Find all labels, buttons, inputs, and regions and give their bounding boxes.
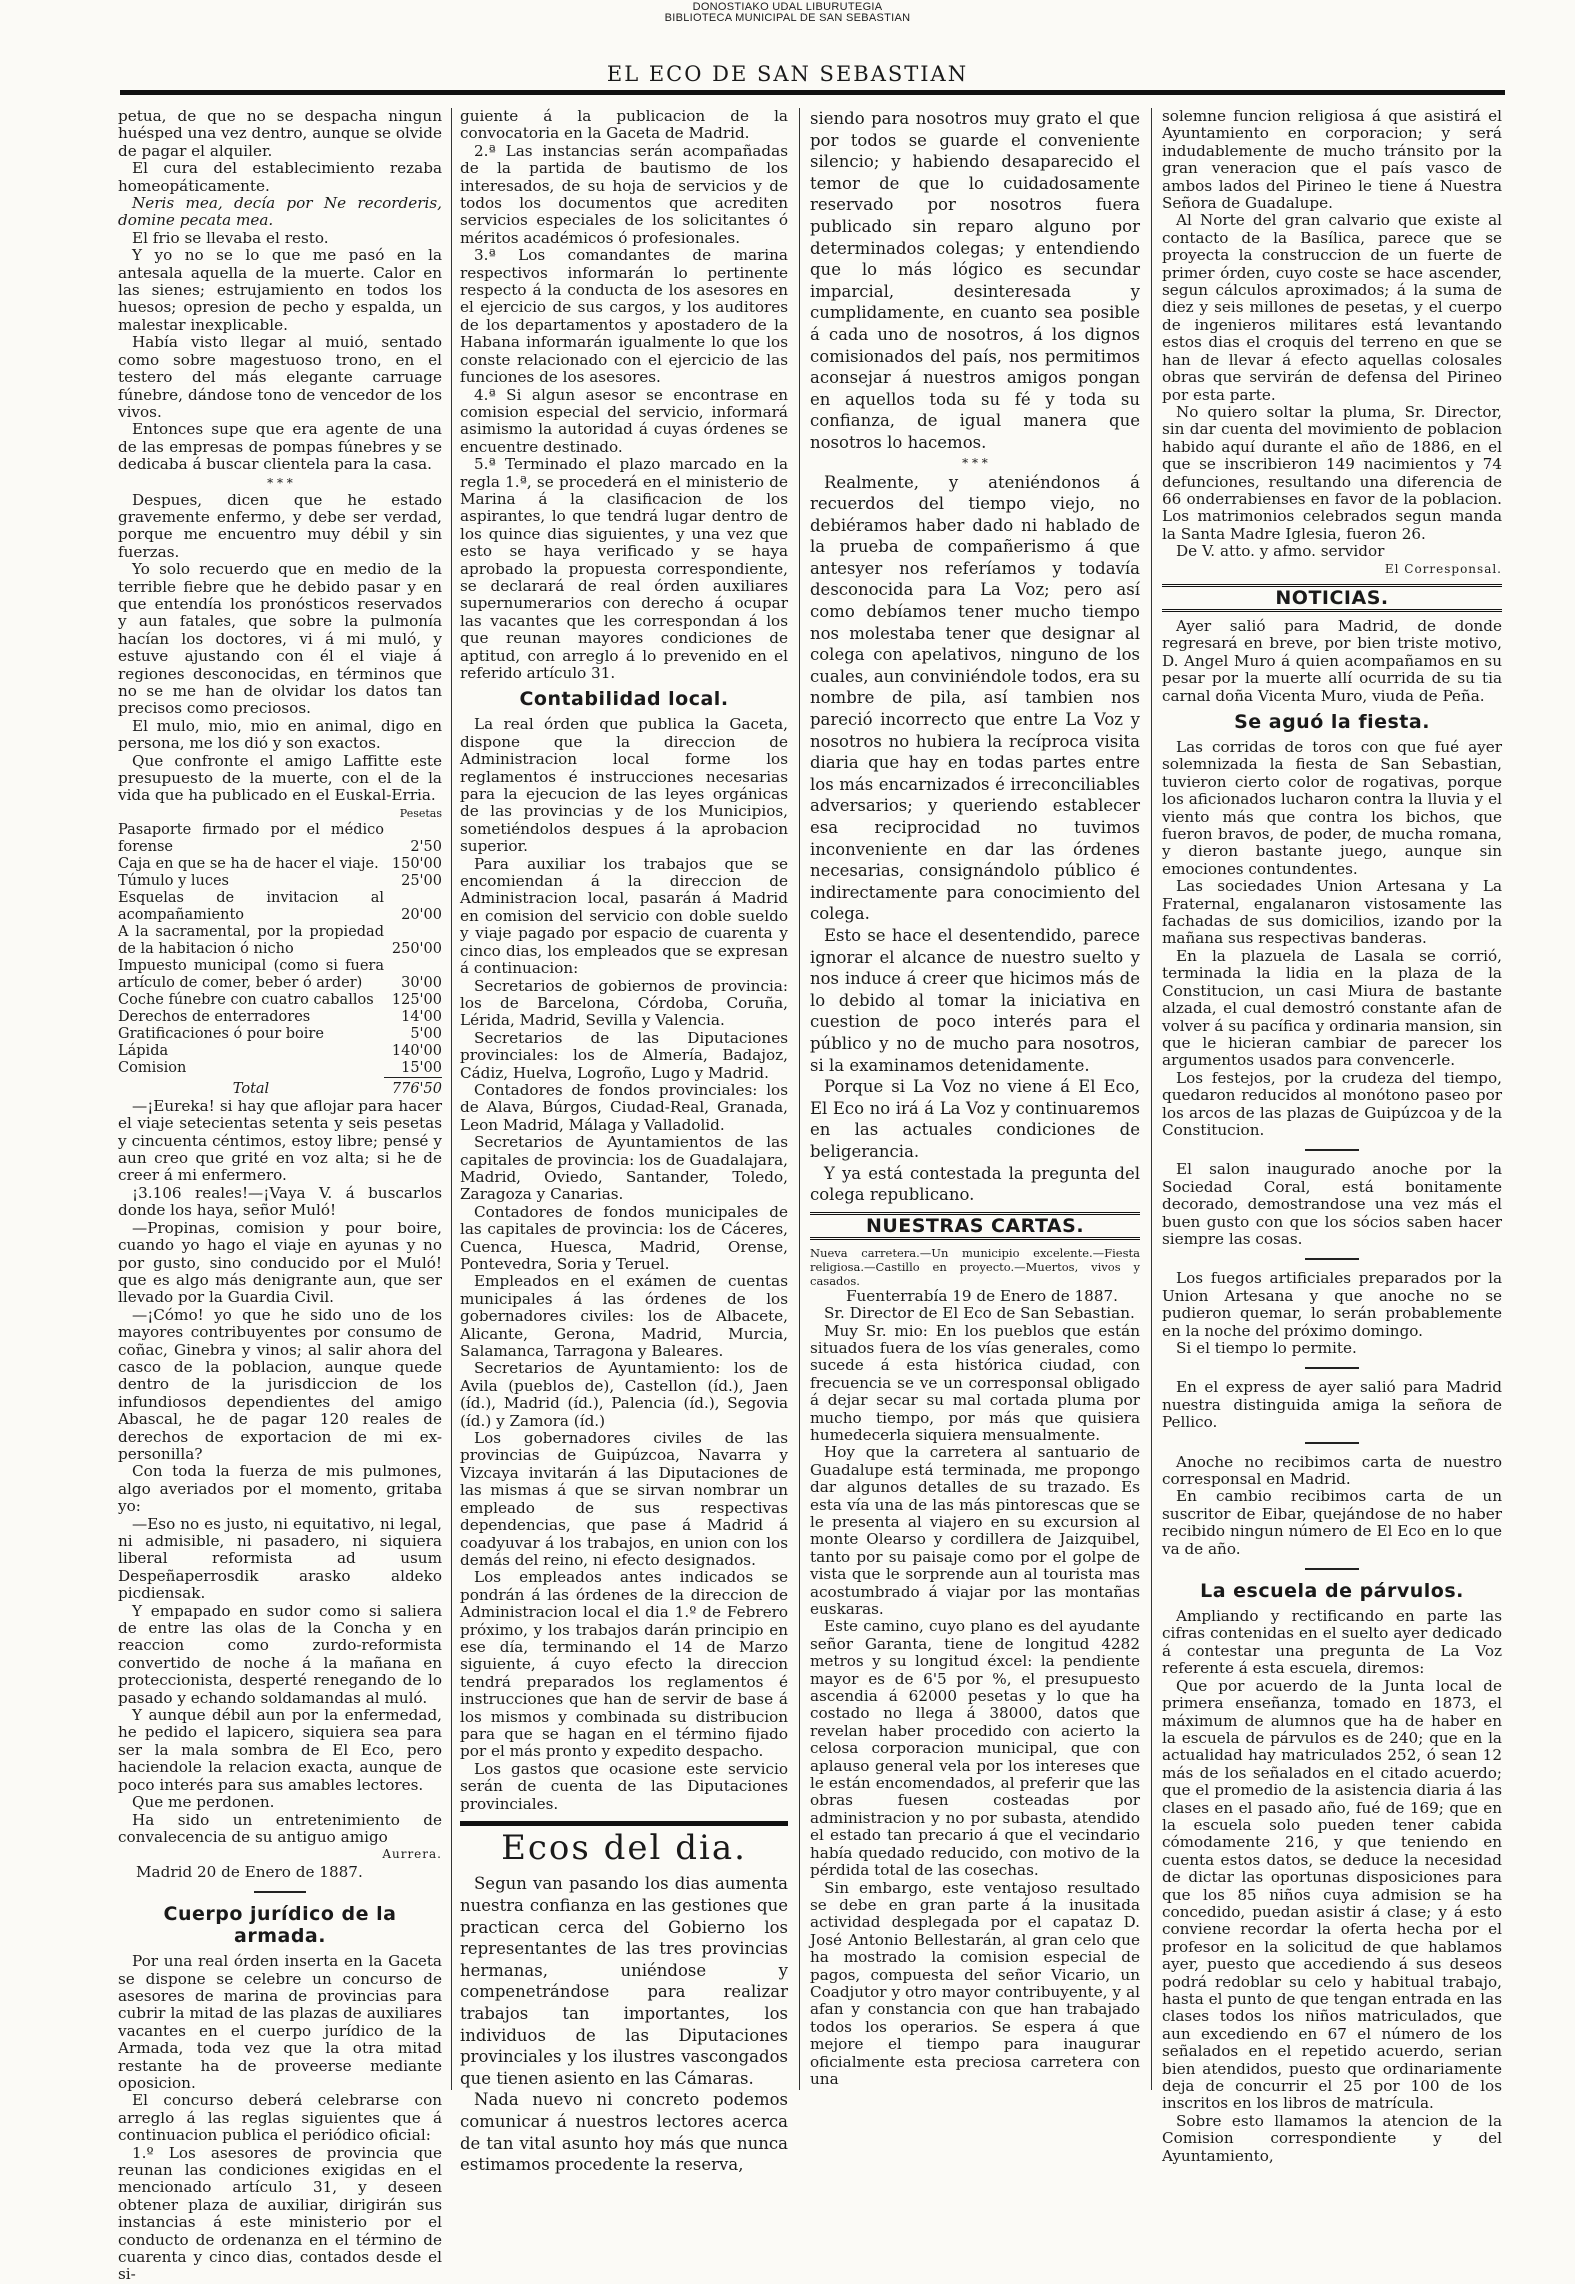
paragraph: Los festejos, por la crudeza del tiempo, quedaron reducidos al monótono paseo por los arcos de las plazas de Guipúzcoa y de la Constitucion.: [1162, 1068, 1502, 1139]
paragraph: Segun van pasando los dias aumenta nuestra confianza en las gestiones que practican cerca del Gobierno los representantes de las tres provincias hermanas, uniéndose y compenetrándose para realizar trabajos tan importantes, los individuos de las Diputaciones provinciales y los ilustres vascongados que tienen asiento en las Cámaras.: [460, 1874, 788, 2088]
paragraph: No quiero soltar la pluma, Sr. Director, sin dar cuenta del movimiento de poblacion habido aquí durante el año de 1886, en el que se inscribieron 149 nacimientos y 74 defunciones, resultando una diferencia de 66 onderrabienses en favor de la poblacion. Los matrimonios celebrados segun manda la Santa Madre Iglesia, fueron 26.: [1162, 402, 1502, 543]
paragraph: El frio se llevaba el resto.: [132, 228, 329, 247]
paragraph: Que por acuerdo de la Junta local de primera enseñanza, tomado en 1873, el máximum de alumnos que ha de haber en la escuela de párvulos es de 240; que en la actualidad hay matriculados 252, ó sean 12 más de los señalados en el citado acuerdo; que el promedio de la asistencia diaria á las clases en el pasado año, fué de 169; que en la escuela solo pueden tener cabida cómodamente 216, y que teniendo en cuenta estos datos, se deduce la necesidad de dictar las oportunas disposiciones para que los 85 niños cuya admision se ha concedido, puedan asistir á clase; y á esto conviene recordar la oferta hecha por el profesor en la solicitud de que hablamos ayer, puesto que accediendo á sus deseos podrá redoblar su celo y habitual trabajo, hasta el punto de que tengan entrada en las clases todos los niños matriculados, que aun excediendo en 67 el número de los señalados en el repetido acuerdo, serian bien atendidos, puesto que ordinariamente deja de concurrir el 25 por 100 de los inscritos en los libros de matrícula.: [1162, 1676, 1502, 2113]
paragraph: Ayer salió para Madrid, de donde regresará en breve, por bien triste motivo, D. Angel Muro á quien acompañamos en su pesar por la muerte allí ocurrida de su tia carnal doña Vicenta Muro, viuda de Peña.: [1162, 616, 1502, 705]
paragraph: Secretarios de las Diputaciones provinciales: los de Almería, Badajoz, Cádiz, Huelva, Logroño, Lugo y Madrid.: [460, 1028, 788, 1082]
paragraph: El mulo, mio, mio en animal, digo en persona, me los dió y son exactos.: [118, 716, 442, 753]
paragraph: —Propinas, comision y pour boire, cuando yo hago el viaje en ayunas y no por gusto, sino conducido por el Muló! que es algo más denigrante aun, que ser llevado por la Guardia Civil.: [118, 1218, 442, 1307]
library-stamp: [0, 2, 1575, 24]
paragraph: siendo para nosotros muy grato el que por todos se guarde el conveniente silencio; y habiendo desaparecido el temor de que lo cuidadosamente reservado por nosotros fuera publicado sin reparo alguno por determinados colegas; y entendiendo que lo más lógico es secundar imparcial, desinteresada y cumplidamente, en cuanto sea posible á cada uno de nosotros, á los dignos comisionados del país, nos permitimos aconsejar á nuestros amigos pongan en aquellos toda su fé y toda su confianza, de igual manera que nosotros lo hacemos.: [810, 109, 1140, 452]
salutation: Sr. Director de El Eco de San Sebastian.: [824, 1304, 1135, 1323]
paragraph: El concurso deberá celebrarse con arreglo á las reglas siguientes que á continuacion publica el periódico oficial:: [118, 2091, 442, 2145]
paragraph: Neris mea, decía por Ne recorderis, domine pecata mea.: [118, 194, 442, 230]
column-3: [810, 108, 1140, 2090]
section-heading: NUESTRAS CARTAS.: [810, 1212, 1140, 1240]
section-heading: Contabilidad local.: [519, 688, 729, 711]
paragraph: En el express de ayer salió para Madrid nuestra distinguida amiga la señora de Pellico.: [1162, 1378, 1502, 1432]
paragraph: Muy Sr. mio: En los pueblos que están situados fuera de los vías generales, como sucede á esta histórica ciudad, con frecuencia se ve un corresponsal obligado á dejar secar su mal cortada pluma por mucho tiempo, por más que quisiera humedecerla siquiera mensualmente.: [810, 1321, 1140, 1444]
table-header: Pesetas: [399, 806, 442, 820]
paragraph: Por una real órden inserta en la Gaceta se dispone se celebre un concurso de asesores de marina de provincias para cubrir la mitad de las plazas de auxiliares vacantes en el cuerpo jurídico de la Armada, toda vez que la otra mitad restante ha de proveerse mediante oposicion.: [118, 1952, 442, 2092]
paragraph: petua, de que no se despacha ningun huésped una vez dentro, aunque se olvide de pagar el alquiler.: [118, 107, 442, 160]
paragraph: 5.ª Terminado el plazo marcado en la regla 1.ª, se procederá en el ministerio de Marina á la clasificacion de los aspirantes, lo que tendrá lugar dentro de los quince dias siguientes, y una vez que esto se haya verificado y se haya aprobado la propuesta correspondiente, se declarará de real órden auxiliares supernumerarios con derecho á ocupar las vacantes que les correspondan á los que reunan mayores condiciones de aptitud, con arreglo á lo prevenido en el referido artículo 31.: [460, 455, 788, 682]
ornament-divider: [1162, 1363, 1502, 1373]
paragraph: Y yo no se lo que me pasó en la antesala aquella de la muerte. Calor en las sienes; estrujamiento en todos los huesos; opresion de pecho y espalda, un malestar inexplicable.: [118, 246, 442, 334]
paragraph: Los gobernadores civiles de las provincias de Guipúzcoa, Navarra y Vizcaya invitarán á las Diputaciones de las mismas á que se sirvan nombrar un empleado de sus respectivas dependencias, que pase á Madrid á coadyuvar á los trabajos, en union con los demás del reino, ni efecto designados.: [460, 1429, 788, 1569]
dateline: Fuenterrabía 19 de Enero de 1887.: [845, 1286, 1118, 1305]
paragraph: Los fuegos artificiales preparados por la Union Artesana y que anoche no se pudieron quemar, lo serán probablemente en la noche del próximo domingo.: [1162, 1269, 1502, 1340]
table-row: Esquelas de invitacion al acompañamiento 20'00: [118, 889, 442, 923]
paragraph: Si el tiempo lo permite.: [1176, 1339, 1357, 1357]
paragraph: 1.º Los asesores de provincia que reunan las condiciones exigidas en el mencionado artículo 31, y deseen obtener plaza de auxiliar, dirigirán sus instancias á este ministerio por el conducto de ordenanza en el término de cuarenta y cinco dias, contados desde el si-: [118, 2143, 442, 2284]
paragraph: Porque si La Voz no viene á El Eco, El Eco no irá á La Voz y continuaremos en las actuales condiciones de beligerancia.: [810, 1077, 1140, 1161]
ornament-divider: [1162, 1145, 1502, 1155]
expense-table: [118, 805, 442, 1098]
paragraph: Contadores de fondos provinciales: los de Alava, Búrgos, Ciudad-Real, Granada, Leon Madrid, Málaga y Valladolid.: [460, 1080, 788, 1134]
column-divider: [1151, 108, 1152, 2090]
paragraph: El salon inaugurado anoche por la Sociedad Coral, está bonitamente decorado, demostrandose una vez más el buen gusto con que los sócios saben hacer siempre las cosas.: [1162, 1160, 1502, 1248]
paragraph: Sin embargo, este ventajoso resultado se debe en gran parte á la inusitada actividad desplegada por el capataz D. José Antonio Bellestarán, al gran celo que ha mostrado la comision especial de pagos, compuesta del señor Vicario, un Coadjutor y otro mayor contribuyente, y al afan y constancia con que han trabajado todos los operarios. Se espera á que mejore el tiempo para inaugurar oficialmente esta preciosa carretera con una: [810, 1878, 1140, 2088]
table-row: Lápida 140'00: [118, 1042, 442, 1059]
paragraph: ¡3.106 reales!—¡Vaya V. á buscarlos donde los haya, señor Muló!: [118, 1183, 442, 1220]
paragraph: En la plazuela de Lasala se corrió, terminada la lidia en la plaza de la Constitucion, un casi Miura de bastante alzada, el cual demostró constante afan de volver á su pacífica y ordinaria mansion, sin que le hicieran cambiar de parecer los argumentos usados para convencerle.: [1162, 946, 1502, 1070]
paragraph: Los empleados antes indicados se pondrán á las órdenes de la direccion de Administracion local el dia 1.º de Febrero próximo, y los trabajos darán principio en ese día, terminando el 14 de Marzo siguiente, á cuyo efecto la direccion tendrá preparados los reglamentos é instrucciones que han de servir de base á los mismos y combinada su distribucion para que se hagan en el término fijado por el más pronto y expedito despacho.: [460, 1568, 788, 1761]
paragraph: Nada nuevo ni concreto podemos comunicar á nuestros lectores acerca de tan vital asunto hoy más que nunca estimamos procedente la reserva,: [460, 2090, 788, 2175]
ornament-divider: [1162, 1438, 1502, 1448]
section-heading: NOTICIAS.: [1162, 584, 1502, 612]
paragraph: La real órden que publica la Gaceta, dispone que la direccion de Administracion local forme los reglamentos é instrucciones necesarias para la ejecucion de las leyes orgánicas de las provincias y de los Municipios, sometiéndolos despues á la aprobacion superior.: [460, 715, 788, 856]
paragraph: Y ya está contestada la pregunta del colega republicano.: [810, 1163, 1140, 1205]
paragraph: Esto se hace el desentendido, parece ignorar el alcance de nuestro suelto y nos induce á creer que hicimos más de lo debido al tomar la iniciativa en cuestion de poco interés para el público y no de mucho para nosotros, si la examinamos detenidamente.: [810, 925, 1140, 1075]
masthead: EL ECO DE SAN SEBASTIAN: [606, 62, 969, 86]
paragraph: En cambio recibimos carta de un suscritor de Eibar, quejándose de no haber recibido ningun número de El Eco en lo que va de año.: [1162, 1487, 1502, 1558]
table-row: Comision 15'00: [118, 1059, 442, 1077]
paragraph: Ha sido un entretenimiento de convalecencia de su antiguo amigo: [118, 1810, 442, 1846]
column-4: [1162, 107, 1502, 2165]
paragraph: De V. atto. y afmo. servidor: [1176, 542, 1385, 561]
table-row: A la sacramental, por la propiedad de la habitacion ó nicho 250'00: [118, 923, 442, 957]
paragraph: Entonces supe que era agente de una de las empresas de pompas fúnebres y se dedicaba á buscar clientela para la casa.: [118, 420, 442, 474]
paragraph: Este camino, cuyo plano es del ayudante señor Garanta, tiene de longitud 4282 metros y su longitud éxcel: la pendiente mayor es de 6'5 por %, el presupuesto ascendia á 62000 pesetas y lo que ha costado no llega á 38000, datos que revelan haber procedido con acierto la celosa corporacion municipal, que con aplauso general vela por los intereses que le están encomendados, al preferir que las obras fuesen costeadas por administracion y no por subasta, atendido el estado tan precario á que el vecindario había quedado reducido, con motivo de la pérdida total de las cosechas.: [810, 1617, 1140, 1880]
section-heading: Se aguó la fiesta.: [1234, 711, 1430, 733]
paragraph: Empleados en el exámen de cuentas municipales á las órdenes de los gobernadores civiles: los de Albacete, Alicante, Gerona, Madrid, Murcia, Salamanca, Tarragona y Baleares.: [460, 1272, 788, 1361]
paragraph: Despues, dicen que he estado gravemente enfermo, y debe ser verdad, porque me encuentro muy débil y sin fuerzas.: [118, 490, 442, 561]
signature: Aurrera.: [382, 1847, 442, 1862]
paragraph: Y empapado en sudor como si saliera de entre las olas de la Concha y en reaccion como zurdo-reformista convertido de noche á la mañana en proteccionista, desperté renegando de lo pasado y echando soldamandas al muló.: [118, 1601, 442, 1707]
paragraph: 3.ª Los comandantes de marina respectivos informarán lo pertinente respecto á la conducta de los asesores en el ejercicio de sus cargos, y los auditores de los departamentos y apostadero de la Habana informarán igualmente lo que los conste relacionado con el ejercicio de las funciones de los asesores.: [460, 246, 788, 387]
paragraph: Contadores de fondos municipales de las capitales de provincia: los de Cáceres, Cuenca, Huesca, Madrid, Orense, Pontevedra, Soria y Teruel.: [460, 1202, 788, 1273]
paragraph: —¡Cómo! yo que he sido uno de los mayores contribuyentes por consumo de coñac, Ginebra y vinos; al salir ahora del casco de la poblacion, aunque quede dentro de la jurisdiccion de los infundiosos dependientes del amigo Abascal, he de pagar 120 reales de derechos de exportacion de mi ex-personilla?: [118, 1305, 442, 1463]
column-divider: [799, 108, 800, 2090]
table-row: Derechos de enterradores 14'00: [118, 1008, 442, 1025]
table-row: Caja en que se ha de hacer el viaje. 150'00: [118, 855, 442, 872]
table-row: Impuesto municipal (como si fuera artículo de comer, beber ó arder) 30'00: [118, 957, 442, 991]
paragraph: 4.ª Si algun asesor se encontrase en comision especial del servicio, informará asimismo la autoridad á cuyas órdenes se encuentre destinado.: [460, 385, 788, 456]
section-heading: Cuerpo jurídico de la armada.: [163, 1903, 397, 1948]
table-row: Túmulo y luces 25'00: [118, 872, 442, 889]
signature: El Corresponsal.: [1384, 561, 1502, 576]
library-stamp-line1: DONOSTIAKO UDAL LIBURUTEGIA: [692, 1, 883, 13]
paragraph: Para auxiliar los trabajos que se encomiendan á la direccion de Administracion local, pasarán á Madrid en comision del servicio con doble sueldo y viaje pagado por espacio de cuarenta y cinco dias, los empleados que se expresan á continuacion:: [460, 854, 788, 978]
section-title-ecos: Ecos del dia.: [501, 1828, 747, 1868]
paragraph: Hoy que la carretera al santuario de Guadalupe está terminada, me propongo dar algunos detalles de su trazado. Es esta vía una de las más pintorescas que se le presenta al viajero en su excursion al monte Olearso y cordillera de Jaizquibel, tanto por su paisaje como por el golpe de vista que le sorprende aun al tourista mas acostumbrado á viajar por las montañas euskaras.: [810, 1443, 1140, 1618]
paragraph: guiente á la publicacion de la convocatoria en la Gaceta de Madrid.: [460, 107, 788, 143]
summary: Nueva carretera.—Un municipio excelente.—Fiesta religiosa.—Castillo en proyecto.—Muertos, vivos y casados.: [810, 1245, 1140, 1288]
paragraph: Secretarios de gobiernos de provincia: los de Barcelona, Córdoba, Coruña, Lérida, Madrid, Sevilla y Valencia.: [460, 976, 788, 1030]
masthead-rule: [120, 90, 1505, 95]
ornament-divider: [1162, 1254, 1502, 1264]
paragraph: 2.ª Las instancias serán acompañadas de la partida de bautismo de los interesados, de su hoja de servicios y de todos los documentos que acrediten servicios especiales de los solicitantes ó méritos académicos ó profesionales.: [460, 141, 788, 247]
paragraph: —Eso no es justo, ni equitativo, ni legal, ni admisible, ni pasadero, ni siquiera liberal reformista ad usum Despeñaperrosdik arasko aldeko picdiensak.: [118, 1514, 442, 1603]
paragraph: Secretarios de Ayuntamientos de las capitales de provincia: los de Guadalajara, Madrid, Oviedo, Santander, Toledo, Zaragoza y Canarias.: [460, 1133, 788, 1204]
library-stamp-line2: BIBLIOTECA MUNICIPAL DE SAN SEBASTIAN: [664, 12, 911, 24]
table-row: Gratificaciones ó pour boire 5'00: [118, 1025, 442, 1042]
paragraph: Las sociedades Union Artesana y La Fraternal, engalanaron vistosamente las fachadas de sus domicilios, izando por la mañana sus respectivas banderas.: [1162, 877, 1502, 948]
table-row: Coche fúnebre con cuatro caballos 125'00: [118, 991, 442, 1008]
paragraph: Que confronte el amigo Laffitte este presupuesto de la muerte, con el de la vida que ha publicado en el Euskal-Erria.: [118, 751, 442, 805]
column-1: [118, 107, 442, 2284]
table-total-row: Total 776'50: [118, 1077, 442, 1098]
paragraph: Había visto llegar al muió, sentado como sobre magestuoso trono, en el testero del más elegante carruage fúnebre, dándose tono de vencedor de los vivos.: [118, 333, 442, 421]
section-stars: * * *: [962, 455, 988, 470]
paragraph: —¡Eureka! si hay que aflojar para hacer el viaje setecientas setenta y seis pesetas y cincuenta céntimos, estoy libre; pensé y aun creo que grité en voz alta; si he de creer á mi enfermero.: [118, 1096, 442, 1185]
paragraph: Secretarios de Ayuntamiento: los de Avila (pueblos de), Castellon (íd.), Jaen (íd.), Madrid (íd.), Palencia (íd.), Segovia (íd.) y Zamora (íd.): [460, 1359, 788, 1430]
column-divider: [451, 108, 452, 2090]
table-row: Pasaporte firmado por el médico forense 2'50: [118, 821, 442, 855]
paragraph: Los gastos que ocasione este servicio serán de cuenta de las Diputaciones provinciales.: [460, 1759, 788, 1813]
paragraph: Realmente, y ateniéndonos á recuerdos del tiempo viejo, no debiéramos haber dado ni hablado de la prueba de compañerismo á que antesyer nos referíamos y todavía desconocida para La Voz; pero así como debíamos tener mucho tiempo nos molestaba tener que designar al colega con apelativos, ninguno de los cuales, aun conviniéndole todos, era su nombre de pila, así tambien nos pareció incorrecto que entre La Voz y nosotros no hubiera la recíproca visita diaria que hay en todas partes entre los más encarnizados é irreconciliables adversarios; y queriendo establecer esa reciprocidad no tuvimos inconveniente en dar las órdenes necesarias, consignándolo público é indirectamente para conocimiento del colega.: [810, 472, 1140, 924]
section-heading: La escuela de párvulos.: [1200, 1580, 1464, 1603]
ornament-divider: [1162, 1564, 1502, 1574]
ornament-divider: [118, 1887, 442, 1897]
column-2: [460, 107, 788, 2175]
paragraph: Yo solo recuerdo que en medio de la terrible fiebre que he debido pasar y en que entendía los pronósticos reservados y aun fatales, que sobre la pulmonía hacían los doctores, vi á mi muló, y estuve ajustando con él el viaje á regiones desconocidas, en términos que no se me han de olvidar los datos tan precisos como preciosos.: [118, 560, 442, 718]
paragraph: Anoche no recibimos carta de nuestro corresponsal en Madrid.: [1162, 1452, 1502, 1489]
paragraph: Las corridas de toros con que fué ayer solemnizada la fiesta de San Sebastian, tuvieron cierto color de rogativas, porque los aficionados lucharon contra la lluvia y el viento más que contra los bichos, que fueron bravos, de poder, de mucha romana, y dieron bastante juego, aunque sin emociones contundentes.: [1162, 738, 1502, 878]
paragraph: El cura del establecimiento rezaba homeopáticamente.: [118, 159, 442, 195]
paragraph: Que me perdonen.: [132, 1793, 275, 1812]
paragraph: Al Norte del gran calvario que existe al contacto de la Basílica, parece que se proyecta la construccion de un fuerte de primer órden, cuyo coste se hace ascender, segun cálculos aproximados; á la suma de diez y seis millones de pesetas, y el cuerpo de ingenieros militares está levantando estos dias el croquis del terreno en que se han de llevar á efecto aquellas colosales obras que servirán de defensa del Pirineo por esta parte.: [1162, 211, 1502, 404]
paragraph: Ampliando y rectificando en parte las cifras contenidas en el suelto ayer dedicado á contestar una pregunta de La Voz referente á esta escuela, diremos:: [1162, 1607, 1502, 1678]
paragraph: solemne funcion religiosa á que asistirá el Ayuntamiento en corporacion; y será indudablemente de mucho tránsito por la gran veneracion que el país vasco de ambos lados del Pirineo le tiene á Nuestra Señora de Guadalupe.: [1162, 107, 1502, 213]
dateline: Madrid 20 de Enero de 1887.: [136, 1862, 363, 1881]
paragraph: Con toda la fuerza de mis pulmones, algo averiados por el momento, gritaba yo:: [118, 1462, 442, 1516]
section-stars: * * *: [267, 475, 293, 490]
section-rule: [460, 1821, 788, 1826]
paragraph: Y aunque débil aun por la enfermedad, he pedido el lapicero, siquiera sea para ser la mala sombra de El Eco, pero haciendole la relacion exacta, aunque de poco interés para sus amables lectores.: [118, 1706, 442, 1794]
paragraph: Sobre esto llamamos la atencion de la Comision correspondiente y del Ayuntamiento,: [1162, 2111, 1502, 2165]
